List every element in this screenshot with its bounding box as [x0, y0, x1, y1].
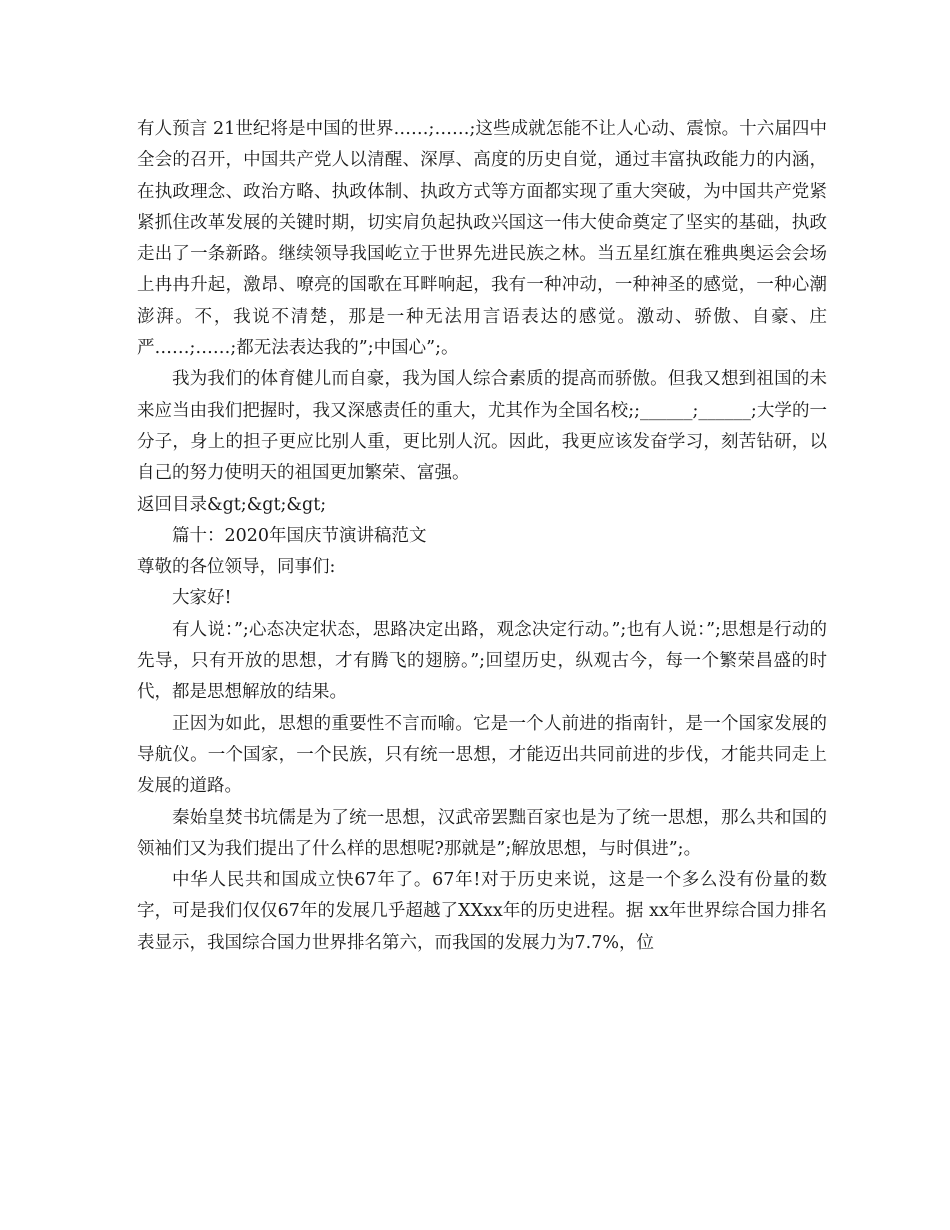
section-heading: 篇十：2020年国庆节演讲稿范文: [172, 525, 427, 546]
body-paragraph: 我为我们的体育健儿而自豪，我为国人综合素质的提高而骄傲。但我又想到祖国的未来应当由我们把握时，我又深感责任的重大，尤其作为全国名校;;______;______;大学的一分子，身上的担子更应比别人重，更比别人沉。因此，我更应该发奋学习，刻苦钻研，以自己的努力使明天的祖国更加繁荣、富强。: [137, 369, 827, 484]
back-to-contents-link[interactable]: 返回目录&gt;&gt;&gt;: [137, 494, 327, 515]
document-body: [137, 114, 827, 959]
salutation: 尊敬的各位领导，同事们:: [137, 557, 336, 578]
body-paragraph: 秦始皇焚书坑儒是为了统一思想，汉武帝罢黜百家也是为了统一思想，那么共和国的领袖们又为我们提出了什么样的思想呢?那就是”;解放思想，与时俱进”;。: [137, 807, 827, 859]
body-paragraph: 有人预言 21世纪将是中国的世界……;……;这些成就怎能不让人心动、震惊。十六届四中全会的召开，中国共产党人以清醒、深厚、高度的历史自觉，通过丰富执政能力的内涵，在执政理念、政治方略、执政体制、执政方式等方面都实现了重大突破，为中国共产党紧紧抓住改革发展的关键时期，切实肩负起执政兴国这一伟大使命奠定了坚实的基础，执政走出了一条新路。继续领导我国屹立于世界先进民族之林。当五星红旗在雅典奥运会会场上冉冉升起，激昂、嘹亮的国歌在耳畔响起，我有一种冲动，一种神圣的感觉，一种心潮澎湃。不，我说不清楚，那是一种无法用言语表达的感觉。激动、骄傲、自豪、庄严……;……;都无法表达我的”;中国心”;。: [137, 119, 827, 359]
greeting: 大家好!: [172, 588, 232, 609]
body-paragraph: 正因为如此，思想的重要性不言而喻。它是一个人前进的指南针，是一个国家发展的导航仪。一个国家，一个民族，只有统一思想，才能迈出共同前进的步伐，才能共同走上发展的道路。: [137, 713, 827, 797]
body-paragraph: 中华人民共和国成立快67年了。67年!对于历史来说，这是一个多么没有份量的数字，可是我们仅仅67年的发展几乎超越了XXxx年的历史进程。据 xx年世界综合国力排名表显示，我国综合国力世界排名第六，而我国的发展力为7.7%，位: [137, 870, 827, 953]
body-paragraph: 有人说：”;心态决定状态，思路决定出路，观念决定行动。”;也有人说：”;思想是行动的先导，只有开放的思想，才有腾飞的翅膀。”;回望历史，纵观古今，每一个繁荣昌盛的时代，都是思想解放的结果。: [137, 619, 827, 703]
